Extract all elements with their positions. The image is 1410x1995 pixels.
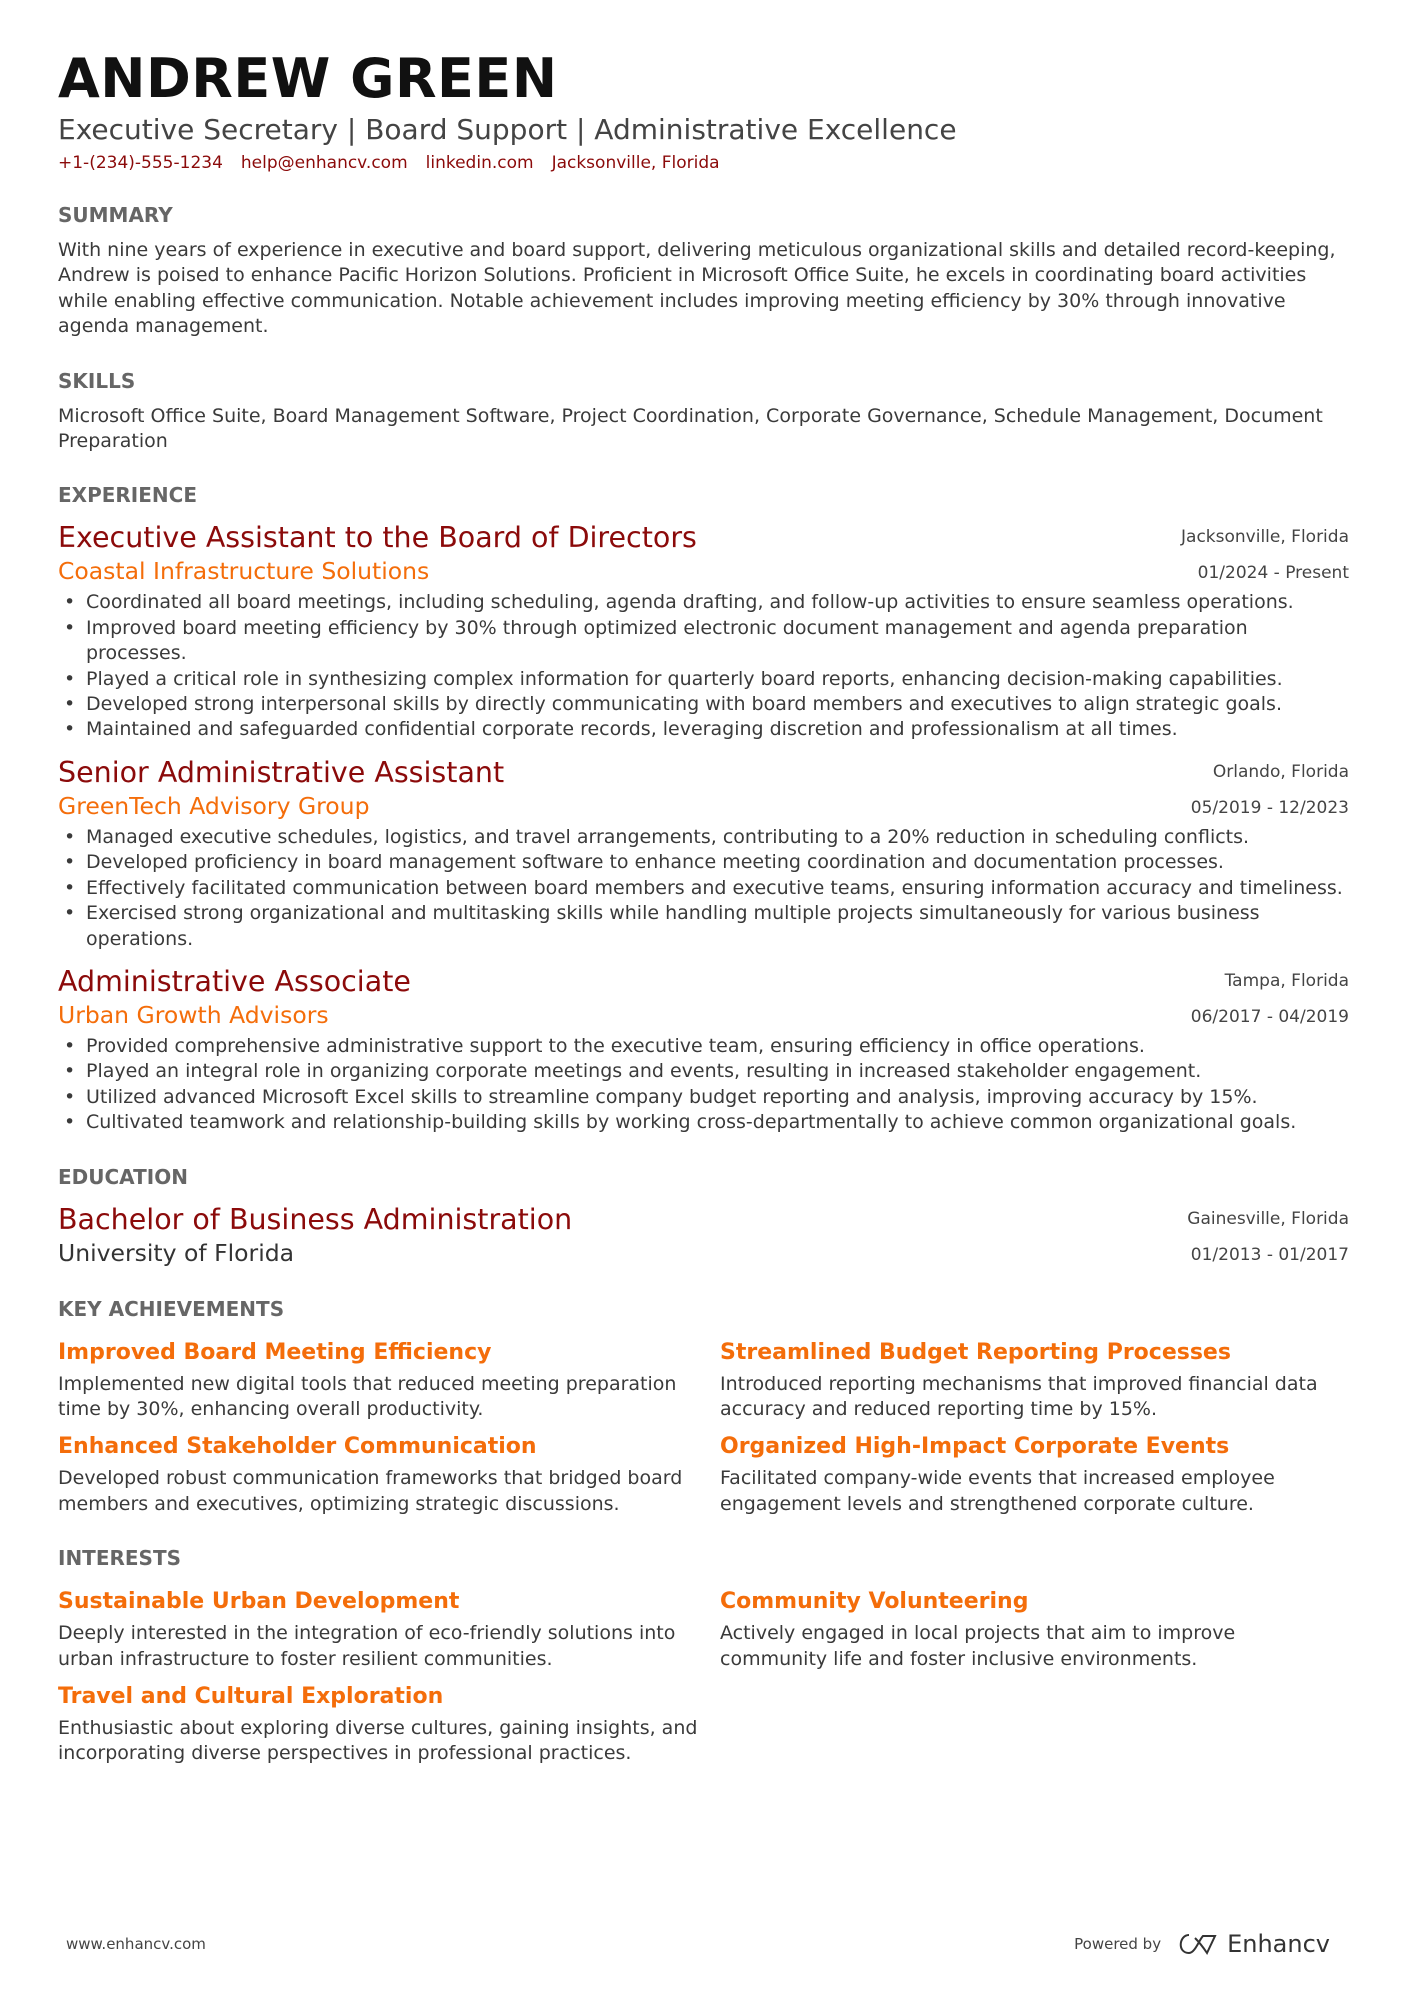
job-bullet: • Effectively facilitated communication between board members and executive teams, ensuring information accuracy and timeliness. xyxy=(58,876,1349,901)
job-title: Executive Assistant to the Board of Directors xyxy=(58,521,697,555)
section-heading-interests: INTERESTS xyxy=(58,1546,181,1571)
experience-list xyxy=(58,520,1349,1135)
contact-info xyxy=(58,152,1349,174)
achievement xyxy=(720,1432,1349,1517)
job-dates: 05/2019 - 12/2023 xyxy=(1190,797,1349,818)
school: University of Florida xyxy=(58,1238,295,1267)
brand-name: Enhancv xyxy=(1227,1930,1330,1958)
job-bullet: • Played an integral role in organizing corporate meetings and events, resulting in increased stakeholder engagement. xyxy=(58,1059,1349,1084)
interest xyxy=(58,1587,720,1672)
interest xyxy=(58,1682,720,1767)
job-entry xyxy=(58,755,1349,952)
job-bullet: • Played a critical role in synthesizing complex information for quarterly board reports, enhancing decision-making capabilities. xyxy=(58,667,1349,692)
job-bullet: • Coordinated all board meetings, including scheduling, agenda drafting, and follow-up activities to ensure seamless operations. xyxy=(58,590,1349,615)
job-bullet: • Managed executive schedules, logistics, and travel arrangements, contributing to a 20% reduction in scheduling conflicts. xyxy=(58,825,1349,850)
interest-title: Community Volunteering xyxy=(720,1589,1029,1615)
footer-website[interactable]: www.enhancv.com xyxy=(66,1935,206,1953)
job-title: Senior Administrative Assistant xyxy=(58,755,505,789)
summary-text: With nine years of experience in executive and board support, delivering meticulous organizational skills and detailed record-keeping, Andrew is poised to enhance Pacific Horizon Solutions. Proficient in Microsoft Office Suite, he excels in coordinating board activities while enabling effective communication. Notable achievement includes improving meeting efficiency by 30% through innovative agenda management. xyxy=(58,239,1336,338)
job-location: Orlando, Florida xyxy=(1212,761,1349,782)
achievement xyxy=(720,1338,1349,1423)
achievements-grid xyxy=(58,1328,1349,1518)
job-entry xyxy=(58,520,1349,742)
achievement-title: Enhanced Stakeholder Communication xyxy=(58,1434,537,1460)
interests-grid xyxy=(58,1577,1349,1767)
job-dates: 01/2024 - Present xyxy=(1197,563,1349,584)
interest-title: Travel and Cultural Exploration xyxy=(58,1683,444,1709)
job-bullet: • Developed proficiency in board management software to enhance meeting coordination and documentation processes. xyxy=(58,850,1349,875)
section-heading-skills: SKILLS xyxy=(58,368,136,393)
resume xyxy=(58,48,1349,1767)
job-entry xyxy=(58,964,1349,1136)
section-heading-achievements: KEY ACHIEVEMENTS xyxy=(58,1296,285,1321)
skills-text: Microsoft Office Suite, Board Management Software, Project Coordination, Corporate Governance, Schedule Management, Document Preparation xyxy=(58,404,1323,453)
achievement-title: Organized High-Impact Corporate Events xyxy=(720,1434,1230,1460)
email[interactable]: help@enhancv.com xyxy=(240,153,408,173)
achievement-text: Facilitated company-wide events that increased employee engagement levels and strengthened corporate culture. xyxy=(720,1467,1275,1515)
achievement-text: Implemented new digital tools that reduced meeting preparation time by 30%, enhancing overall productivity. xyxy=(58,1372,677,1420)
job-dates: 06/2017 - 04/2019 xyxy=(1190,1006,1349,1027)
location: Jacksonville, Florida xyxy=(551,153,720,173)
footer xyxy=(66,1930,1330,1958)
interest-title: Sustainable Urban Development xyxy=(58,1589,460,1615)
achievement-text: Developed robust communication frameworks that bridged board members and executives, optimizing strategic discussions. xyxy=(58,1467,683,1515)
job-bullet: • Maintained and safeguarded confidential corporate records, leveraging discretion and professionalism at all times. xyxy=(58,717,1349,742)
interest-text: Enthusiastic about exploring diverse cultures, gaining insights, and incorporating diverse perspectives in professional practices. xyxy=(58,1716,698,1765)
job-bullet: • Improved board meeting efficiency by 30% through optimized electronic document management and agenda preparation processes. xyxy=(58,616,1349,667)
job-title: Administrative Associate xyxy=(58,964,411,998)
interest-text: Deeply interested in the integration of eco-friendly solutions into urban infrastructure to foster resilient communities. xyxy=(58,1622,676,1670)
company-name: GreenTech Advisory Group xyxy=(58,791,370,820)
achievement-text: Introduced reporting mechanisms that improved financial data accuracy and reduced reporting time by 15%. xyxy=(720,1372,1318,1420)
job-bullet: • Provided comprehensive administrative support to the executive team, ensuring efficiency in office operations. xyxy=(58,1034,1349,1059)
education-location: Gainesville, Florida xyxy=(1187,1208,1349,1229)
job-location: Tampa, Florida xyxy=(1224,970,1349,991)
phone[interactable]: +1-(234)-555-1234 xyxy=(58,153,223,173)
enhancv-logo-icon xyxy=(1175,1932,1219,1956)
company-name: Coastal Infrastructure Solutions xyxy=(58,557,430,586)
job-bullet: • Developed strong interpersonal skills by directly communicating with board members and executives to align strategic goals. xyxy=(58,692,1349,717)
linkedin[interactable]: linkedin.com xyxy=(425,153,534,173)
company-name: Urban Growth Advisors xyxy=(58,1000,329,1029)
section-heading-experience: EXPERIENCE xyxy=(58,483,197,508)
job-location: Jacksonville, Florida xyxy=(1181,527,1349,548)
achievement xyxy=(58,1338,720,1423)
powered-by xyxy=(1074,1930,1330,1958)
job-bullet: • Utilized advanced Microsoft Excel skills to streamline company budget reporting and analysis, improving accuracy by 15%. xyxy=(58,1085,1349,1110)
job-bullets xyxy=(58,825,1349,952)
degree: Bachelor of Business Administration xyxy=(58,1202,573,1236)
education-entry xyxy=(58,1202,1349,1268)
powered-by-label: Powered by xyxy=(1074,1935,1162,1953)
achievement-title: Improved Board Meeting Efficiency xyxy=(58,1339,492,1365)
section-heading-summary: SUMMARY xyxy=(58,203,173,227)
headline: Executive Secretary | Board Support | Administrative Excellence xyxy=(58,113,957,146)
enhancv-logo[interactable] xyxy=(1175,1930,1330,1958)
job-bullets xyxy=(58,590,1349,742)
job-bullet: • Cultivated teamwork and relationship-building skills by working cross-departmentally to achieve common organizational goals. xyxy=(58,1110,1349,1135)
interest xyxy=(720,1587,1349,1672)
job-bullet: • Exercised strong organizational and multitasking skills while handling multiple projects simultaneously for various business operations. xyxy=(58,901,1349,952)
job-bullets xyxy=(58,1034,1349,1136)
achievement-title: Streamlined Budget Reporting Processes xyxy=(720,1339,1231,1365)
education-dates: 01/2013 - 01/2017 xyxy=(1190,1244,1349,1265)
interest-text: Actively engaged in local projects that aim to improve community life and foster inclusive environments. xyxy=(720,1622,1236,1670)
section-heading-education: EDUCATION xyxy=(58,1164,188,1189)
candidate-name: ANDREW GREEN xyxy=(58,47,558,110)
achievement xyxy=(58,1432,720,1517)
